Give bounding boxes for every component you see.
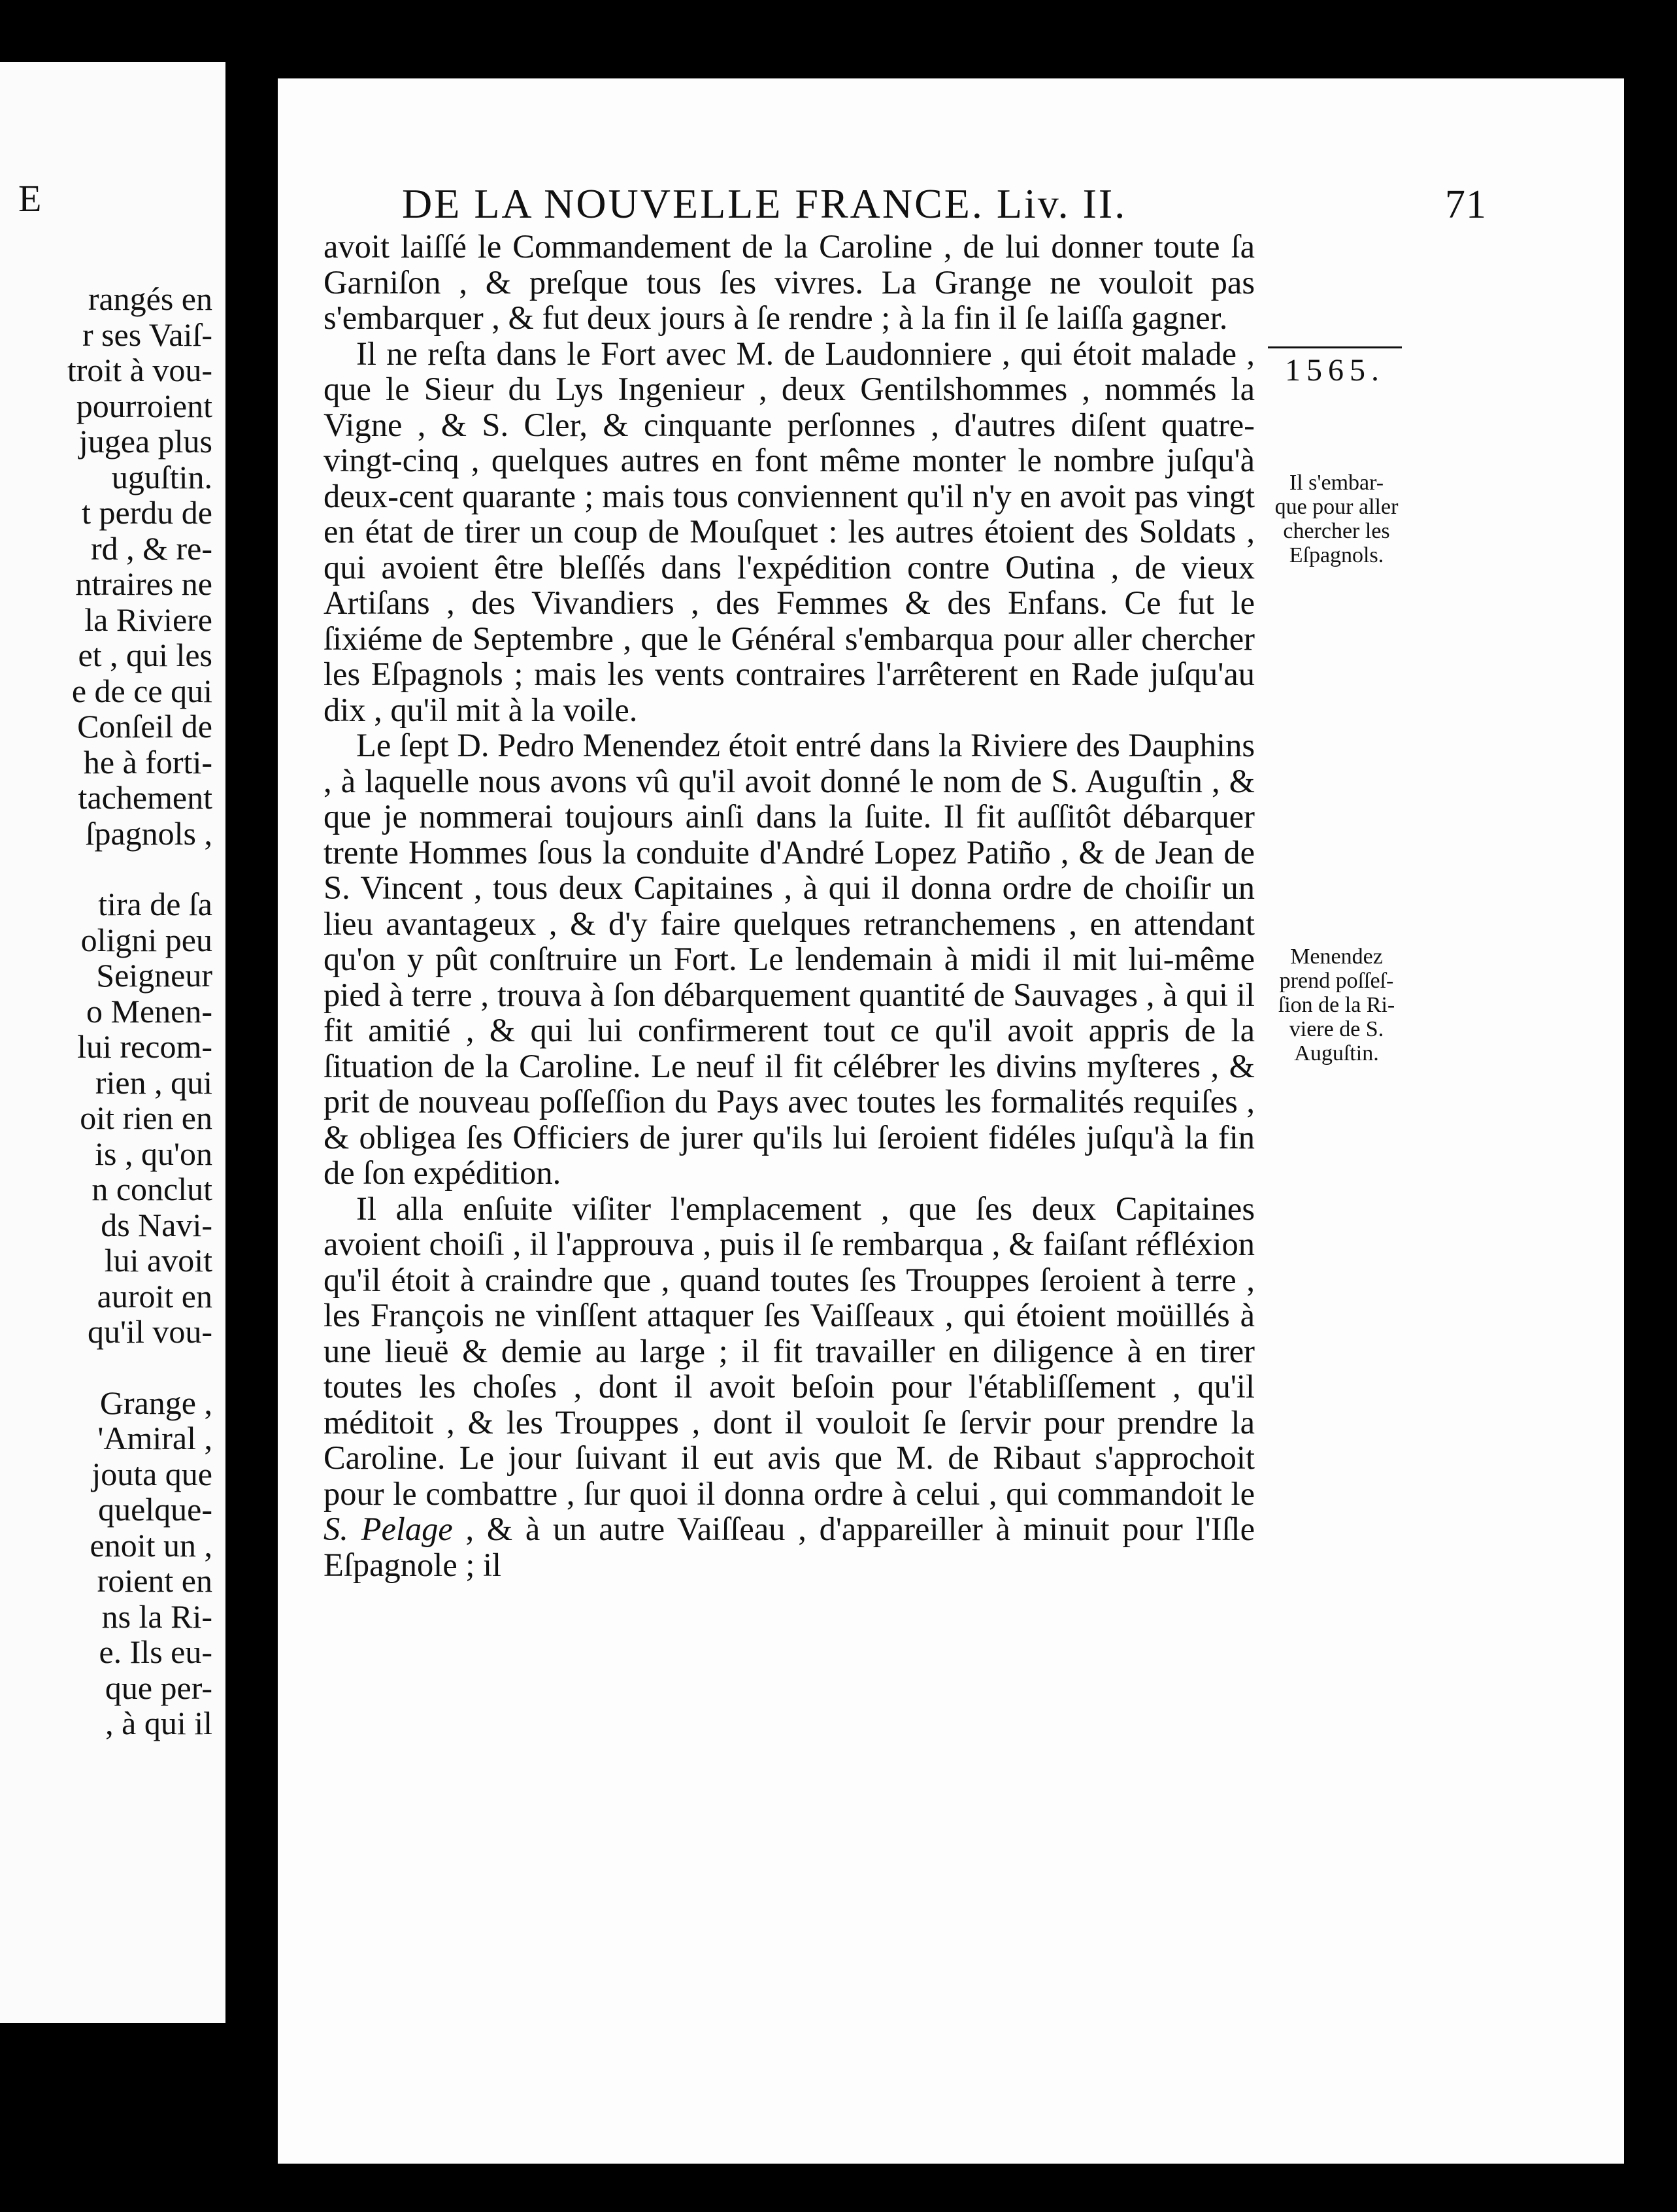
left-line: enoit un , [90, 1526, 212, 1564]
paragraph-4-text-a: Il alla enſuite viſiter l'emplacement , que ſes deux Capitaines avoient choiſi , il l'approuva , puis il ſe rembarqua , & faiſant réfléxion qu'il étoit à craindre que , quand toutes ſes Trouppes ſeroient à terre , les François ne vinſſent attaquer ſes Vaiſſeaux , qui étoient moüillés à une lieuë & demie au large ; il fit travailler en diligence à en tirer toutes les choſes , dont il avoit beſoin pour l'établiſſement , qu'il méditoit , & les Trouppes , dont il vouloit ſe ſervir pour prendre la Caroline. Le jour ſuivant il eut avis que M. de Ribaut s'approchoit pour le combattre , ſur quoi il donna ordre à celui , qui commandoit le [324, 1190, 1255, 1512]
left-line: lui avoit [104, 1242, 212, 1279]
left-line: lui recom- [77, 1028, 212, 1065]
margin-note-line: Il s'embar- [1289, 471, 1384, 495]
margin-note-line: Auguſtin. [1294, 1041, 1379, 1065]
left-line: he à forti- [83, 743, 212, 780]
left-line: tira de ſa [98, 886, 212, 922]
left-line: rien , qui [95, 1064, 212, 1101]
left-line [67, 851, 212, 886]
left-line: n conclut [91, 1171, 212, 1207]
paragraph-1: avoit laiſſé le Commandement de la Caroline , de lui donner toute ſa Garniſon , & preſque tous ſes vivres. La Grange ne vouloit pas s'embarquer , & fut deux jours à ſe rendre ; à la fin il ſe laiſſa gagner. [324, 228, 1255, 336]
left-line: qu'il vou- [88, 1313, 212, 1350]
left-line: rd , & re- [90, 529, 212, 567]
left-line: ntraires ne [75, 565, 212, 602]
page-number: 71 [1445, 182, 1487, 227]
left-line: t perdu de [82, 494, 212, 531]
left-line: , à qui il [105, 1705, 212, 1741]
left-running-head: E [18, 177, 43, 220]
margin-note-line: Eſpagnols. [1289, 543, 1384, 567]
margin-note-line: Menendez [1290, 945, 1383, 969]
ship-name: S. Pelage [324, 1511, 453, 1547]
left-line: o Menen- [86, 992, 212, 1030]
left-line: uguſtin. [111, 458, 212, 495]
left-line: quelque- [98, 1491, 212, 1528]
paragraph-2: Il ne reſta dans le Fort avec M. de Laudonniere , qui étoit malade , que le Sieur du Lys Ingenieur , deux Gentilshommes , nommés la Vigne , & S. Cler, & cinquante perſonnes , d'autres diſent quatre-vingt-cinq , quelques autres en font même monter le nombre juſqu'à deux-cent quarante ; mais tous conviennent qu'il n'y en avoit pas vingt en état de tirer un coup de Mouſquet : les autres étoient des Soldats , qui avoient être bleſſés dans l'expédition contre Outina , de vieux Artiſans , des Vivandiers , des Femmes & des Enfans. Ce fut le ſixiéme de Septembre , que le Général s'embarqua pour aller chercher les Eſpagnols ; mais les vents contraires l'arrêterent en Rade juſqu'au dix , qu'il mit à la voile. [324, 335, 1255, 728]
running-title: DE LA NOUVELLE FRANCE. Liv. II. [402, 180, 1127, 227]
margin-note-embarkation [1268, 471, 1405, 567]
left-line: jugea plus [78, 423, 212, 460]
left-line: pourroient [76, 387, 212, 424]
left-line: Seigneur [96, 957, 212, 994]
left-line [67, 1350, 212, 1385]
left-line: et , qui les [78, 637, 212, 673]
margin-note-line: chercher les [1283, 519, 1390, 543]
left-line: is , qu'on [95, 1135, 212, 1172]
left-line: ſpagnols , [85, 814, 212, 852]
left-page-fragment [0, 62, 225, 2023]
left-line: oit rien en [80, 1099, 212, 1136]
left-line: la Riviere [84, 601, 212, 638]
left-line: r ses Vaiſ- [82, 316, 212, 353]
left-line: 'Amiral , [97, 1420, 212, 1456]
left-line: e de ce qui [71, 672, 212, 709]
left-line: rangés en [88, 280, 212, 317]
left-line: jouta que [91, 1455, 212, 1492]
body-text [324, 229, 1255, 1583]
left-line: Grange , [99, 1384, 212, 1421]
left-line: que per- [105, 1669, 212, 1706]
left-line: auroit en [97, 1277, 212, 1315]
margin-note-line: prend poſſeſ- [1279, 969, 1394, 993]
left-line: e. Ils eu- [99, 1634, 212, 1670]
left-line: ns la Ri- [101, 1598, 212, 1635]
left-line: troit à vou- [67, 352, 212, 388]
margin-note-line: que pour aller [1274, 495, 1399, 519]
left-line: roient en [97, 1562, 212, 1599]
margin-note-menendez [1268, 945, 1405, 1065]
margin-year: 1565. [1268, 346, 1402, 388]
left-line: Conſeil de [77, 708, 212, 745]
main-page [278, 78, 1624, 2164]
margin-note-line: viere de S. [1289, 1017, 1384, 1041]
left-line: oligni peu [80, 921, 212, 958]
margin-note-line: ſion de la Ri- [1278, 993, 1395, 1017]
paragraph-3: Le ſept D. Pedro Menendez étoit entré dans la Riviere des Dauphins , à laquelle nous avons vû qu'il avoit donné le nom de S. Auguſtin , & que je nommerai toujours ainſi dans la ſuite. Il fit auſſitôt débarquer trente Hommes ſous la conduite d'André Lopez Patiño , & de Jean de S. Vincent , tous deux Capitaines , à qui il donna ordre de choiſir un lieu avantageux , & d'y faire quelques retranchemens , en attendant qu'on y pût conſtruire un Fort. Le lendemain à midi il mit lui-même pied à terre , trouva à ſon débarquement quantité de Sauvages , à qui il fit amitié , & qui lui confirmerent tout ce qu'il avoit appris de la ſituation de la Caroline. Le neuf il fit célébrer les divins myſteres , & prit de nouveau poſſeſſion du Pays avec toutes les formalités requiſes , & obligea ſes Officiers de jurer qu'ils lui ſeroient fidéles juſqu'à la fin de ſon expédition. [324, 727, 1255, 1191]
paragraph-4 [324, 1191, 1255, 1583]
left-page-text [67, 281, 212, 1741]
left-line: ds Navi- [101, 1206, 212, 1243]
paragraph-4-text-b: , & à un autre Vaiſſeau , d'appareiller à minuit pour l'Iſle Eſpagnole ; il [324, 1511, 1255, 1583]
left-line: tachement [78, 779, 212, 816]
running-head [402, 180, 1487, 228]
